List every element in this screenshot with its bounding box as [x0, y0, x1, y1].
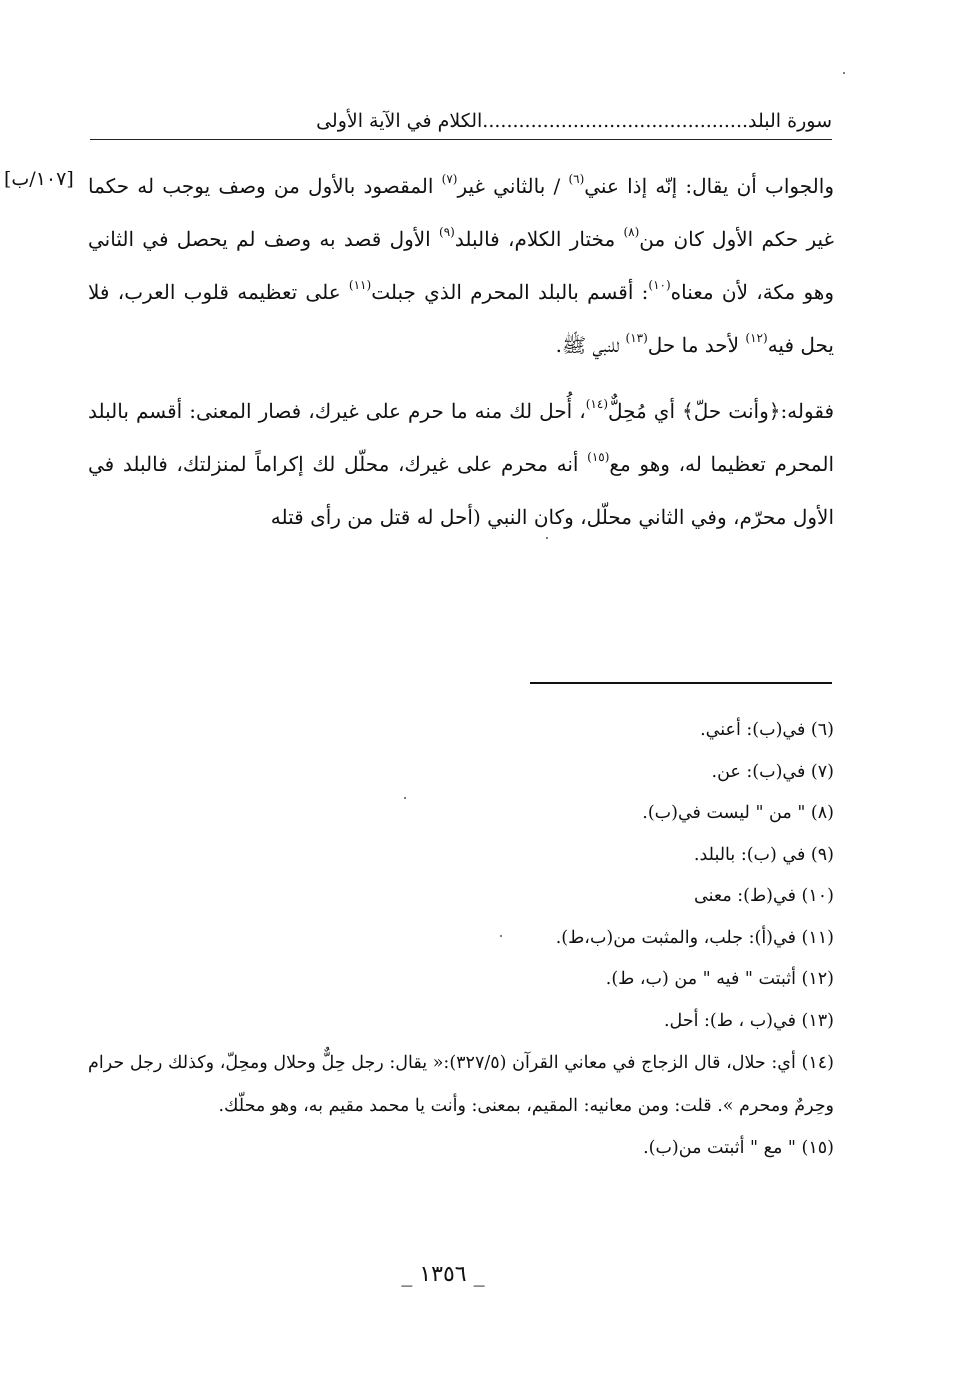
footnote-ref-8[interactable]: (٨) — [623, 225, 640, 240]
text-segment: والجواب أن يقال: إنّه إذا عني — [584, 174, 834, 198]
main-text — [88, 160, 834, 544]
page-number: _ ١٣٥٦ _ — [401, 1262, 485, 1287]
text-segment: للنبي ﷺ. — [555, 333, 626, 357]
running-header: سورة البلد............................................الكلام في الآية الأولى — [90, 106, 832, 140]
footnote-separator — [530, 682, 832, 684]
text-segment: : أقسم بالبلد المحرم الذي جبلت — [371, 280, 649, 304]
text-segment: على تعظيمه قلوب العرب، فلا يحل فيه — [88, 280, 834, 357]
text-segment: فقوله:﴿وأنت حلّ﴾ أي مُحِلٌّ — [608, 399, 835, 423]
footnote-6: (٦) في(ب): أعني. — [700, 720, 834, 740]
text-segment: أنه محرم على غيرك، محلّل لك إكراماً لمنزلتك، فالبلد في الأول محرّم، وفي الثاني محلّل، وكان النبي (أحل له قتل من رأى قتله — [88, 452, 834, 529]
footnote-ref-13[interactable]: (١٣) — [625, 331, 648, 346]
scan-speck — [500, 935, 502, 937]
footnote-8: (٨) " من " ليست في(ب). — [642, 803, 834, 823]
text-segment: مختار الكلام، فالبلد — [454, 227, 624, 251]
text-segment: المقصود بالأول من وصف يوجب له حكما غير حكم الأول كان من — [88, 174, 834, 251]
footnote-ref-11[interactable]: (١١) — [348, 278, 372, 293]
scan-speck — [843, 72, 845, 74]
footnote-ref-7[interactable]: (٧) — [441, 172, 458, 187]
footnote-11: (١١) في(أ): جلب، والمثبت من(ب،ط). — [555, 927, 834, 948]
footnote-14: (١٤) أي: حلال، قال الزجاج في معاني القرآن (٣٢٧/٥):« يقال: رجل حِلٌّ وحلال ومحِلّ، وكذلك رجل حرام وحِرمٌ ومحرم ». قلت: ومن معانيه: المقيم، بمعنى: وأنت يا محمد مقيم به، وهو محلّك. — [88, 1053, 834, 1116]
scan-speck — [546, 537, 548, 539]
footnote-15: (١٥) " مع " أثبتت من(ب). — [643, 1138, 834, 1158]
footnote-9: (٩) في (ب): بالبلد. — [693, 844, 834, 865]
footnotes — [88, 710, 834, 1170]
text-segment: / بالثاني غير — [457, 174, 569, 198]
footnote-10: (١٠) في(ط): معنى — [694, 886, 834, 906]
footnote-ref-15[interactable]: (١٥) — [587, 450, 610, 465]
footnote-12: (١٢) أثبتت " فيه " من (ب، ط). — [605, 969, 834, 989]
footnote-ref-14[interactable]: (١٤) — [585, 397, 608, 412]
manuscript-folio-marker: [١٠٧/ب] — [4, 168, 74, 190]
paragraph-1 — [88, 160, 834, 372]
footnote-ref-10[interactable]: (١٠) — [648, 278, 671, 293]
paragraph-2 — [88, 385, 834, 544]
footnote-13: (١٣) في(ب ، ط): أحل. — [663, 1010, 834, 1031]
text-segment: الأول قصد به وصف لم يحصل في الثاني وهو مكة، لأن معناه — [88, 227, 834, 304]
text-segment: ، أُحل لك منه ما حرم على غيرك، فصار المعنى: أقسم بالبلد المحرم تعظيما له، وهو مع — [88, 399, 834, 476]
footnote-ref-9[interactable]: (٩) — [439, 225, 455, 240]
footnote-ref-12[interactable]: (١٢) — [745, 331, 768, 346]
footnote-ref-6[interactable]: (٦) — [568, 172, 585, 187]
footnote-7: (٧) في(ب): عن. — [711, 761, 834, 782]
scan-speck — [404, 797, 406, 799]
text-segment: لأحد ما حل — [647, 333, 746, 357]
